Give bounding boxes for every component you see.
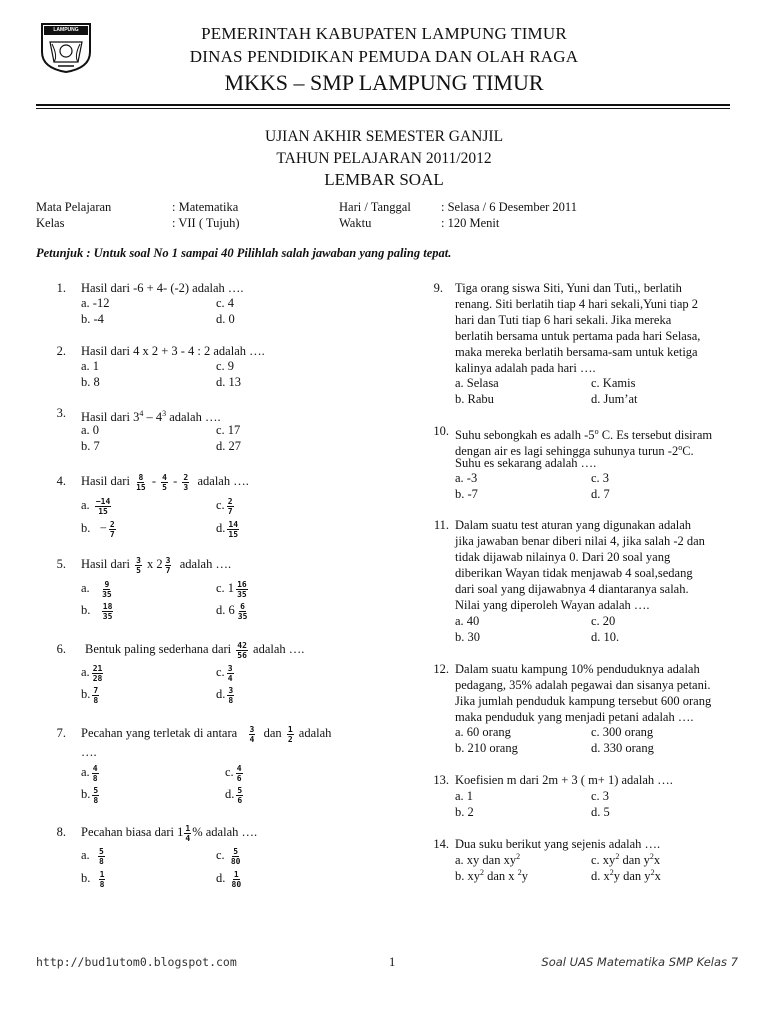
option-d: d. Jum’at <box>591 392 638 406</box>
question-line: tidak dijawab nilainya 0. Dari 20 soal yang <box>455 550 671 564</box>
option-c: c. 9 <box>216 359 235 373</box>
question-text: Hasil dari $\frac{8}{15}$ - $\frac{4}{5}$ - $\frac{2}{3}$ adalah …. <box>81 472 249 492</box>
option-a: a. 0 <box>81 423 100 437</box>
option-c: c. 3 <box>591 471 610 485</box>
question-continuation: …. <box>81 745 97 759</box>
option-b: b. $\frac{5}{8}$ <box>81 785 99 805</box>
question-text: Bentuk paling sederhana dari $\frac{42}{56}$ adalah …. <box>85 640 305 660</box>
option-a: a. $\frac{4}{8}$ <box>81 763 98 783</box>
option-b: b. Rabu <box>455 392 494 406</box>
option-b: b. 2 <box>455 805 474 819</box>
subject-label: Mata Pelajaran <box>36 200 112 214</box>
option-a: a. 1 <box>81 359 100 373</box>
option-a: a. -3 <box>455 471 478 485</box>
footer-blog-link[interactable]: http://bud1utom0.blogspot.com <box>36 955 237 969</box>
footer-title: Soal UAS Matematika SMP Kelas 7 <box>541 955 738 969</box>
exam-year: TAHUN PELAJARAN 2011/2012 <box>276 150 492 167</box>
question-number: 11. <box>433 518 449 532</box>
option-b: b. 30 <box>455 630 480 644</box>
option-b: b. $\frac{1}{8}$ <box>81 869 105 889</box>
option-c: c. $\frac{5}{80}$ <box>216 846 241 866</box>
option-c: c. 300 orang <box>591 725 654 739</box>
option-d: d. $x^2y$ dan $y^2x$ <box>591 868 661 884</box>
day-value: : Selasa / 6 Desember 2011 <box>441 200 577 214</box>
option-d: d. 27 <box>216 439 241 453</box>
option-c: c. 20 <box>591 614 616 628</box>
question-text: Hasil dari $\frac{3}{5}$ x 2 $\frac{3}{7}$ adalah …. <box>81 555 232 575</box>
question-line: Dalam suatu kampung 10% penduduknya adalah <box>455 662 700 676</box>
option-c: c. $\frac{3}{4}$ <box>216 663 233 683</box>
fraction: $\frac{4}{5}$ <box>162 472 167 492</box>
header-rule-thick <box>36 104 730 106</box>
question-line: Jika jumlah penduduk kampung tersebut 600 orang <box>455 694 712 708</box>
option-d: d. 10. <box>591 630 620 644</box>
option-d: d. 0 <box>216 312 235 326</box>
question-number: 7. <box>56 726 66 740</box>
time-value: : 120 Menit <box>441 216 500 230</box>
option-d: d. 6 $\frac{6}{35}$ <box>216 601 248 621</box>
question-line: Nilai yang diperoleh Wayan adalah …. <box>455 598 650 612</box>
header-line-1: PEMERINTAH KABUPATEN LAMPUNG TIMUR <box>201 24 567 43</box>
question-text: Dua suku berikut yang sejenis adalah …. <box>455 837 661 851</box>
question-number: 13. <box>433 773 449 787</box>
option-b: b. − $\frac{2}{7}$ <box>81 519 115 539</box>
fraction: $\frac{2}{3}$ <box>183 472 189 492</box>
question-number: 6. <box>56 642 66 656</box>
question-line: maka mereka berlatih bersama-sam untuk ketiga <box>455 345 698 359</box>
question-number: 8. <box>56 825 66 839</box>
option-a: a. 1 <box>455 789 474 803</box>
time-label: Waktu <box>339 216 372 230</box>
question-text: Pecahan biasa dari 1 $\frac{1}{4}$ % adalah …. <box>81 823 258 843</box>
day-label: Hari / Tanggal <box>339 200 411 214</box>
question-line: maka penduduk yang menjadi petani adalah …. <box>455 710 694 724</box>
question-number: 2. <box>56 344 66 358</box>
option-b: b. $\frac{18}{35}$ <box>81 601 113 621</box>
option-d: d. $\frac{1}{80}$ <box>216 869 242 889</box>
header-line-3: MKKS – SMP LAMPUNG TIMUR <box>224 70 544 95</box>
question-number: 14. <box>433 837 449 851</box>
option-b: b. -4 <box>81 312 104 326</box>
instruction: Petunjuk : Untuk soal No 1 sampai 40 Pilihlah salah jawaban yang paling tepat. <box>36 246 452 260</box>
logo-text: LAMPUNG TIMUR <box>53 27 79 42</box>
option-c: c. 3 <box>591 789 610 803</box>
option-b: b. 210 orang <box>455 741 518 755</box>
page-number: 1 <box>389 955 396 969</box>
option-c: c. 4 <box>216 296 235 310</box>
option-b: b. $\frac{7}{8}$ <box>81 685 99 705</box>
option-a: a. -12 <box>81 296 110 310</box>
option-c: c. $xy^2$ dan $y^2x$ <box>591 852 661 868</box>
option-b: b. $xy^2$ dan x $^2$y <box>455 868 528 884</box>
option-a: a. Selasa <box>455 376 499 390</box>
option-a: a. 40 <box>455 614 480 628</box>
question-line: pedagang, 35% adalah pegawai dan sisanya petani. <box>455 678 711 692</box>
option-d: d. 5 <box>591 805 610 819</box>
question-number: 12. <box>433 662 449 676</box>
option-b: b. 7 <box>81 439 100 453</box>
option-d: d. $\frac{14}{15}$ <box>216 519 239 539</box>
question-number: 9. <box>433 281 443 295</box>
option-b: b. -7 <box>455 487 478 501</box>
fraction: $\frac{8}{15}$ <box>136 472 146 492</box>
option-a: a. $\frac{-14}{15}$ <box>81 496 111 516</box>
question-text: Hasil dari $3^4 - 4^3$ adalah …. <box>81 409 221 425</box>
question-number: 10. <box>433 424 449 438</box>
exam-title: UJIAN AKHIR SEMESTER GANJIL <box>264 128 504 145</box>
question-number: 1. <box>56 281 66 295</box>
class-value: : VII ( Tujuh) <box>172 216 240 230</box>
question-line: kalinya adalah pada hari …. <box>455 361 596 375</box>
option-a: a. $\frac{9}{35}$ <box>81 579 112 599</box>
option-b: b. 8 <box>81 375 100 389</box>
question-line: renang. Siti berlatih tiap 4 hari sekali,Yuni tiap 2 <box>455 297 698 311</box>
option-c: c. 1 $\frac{16}{35}$ <box>216 579 247 599</box>
question-line: dengan air es lagi sehingga suhunya turun -2$^o$C. <box>455 443 694 459</box>
question-line: Tiga orang siswa Siti, Yuni dan Tuti,, berlatih <box>455 281 682 295</box>
question-text: Hasil dari 4 x 2 + 3 - 4 : 2 adalah …. <box>81 344 265 358</box>
question-line: berlatih bersama untuk pertama pada hari Selasa, <box>455 329 701 343</box>
question-number: 4. <box>56 474 66 488</box>
question-line: dari soal yang dijawabnya 4 diantaranya salah. <box>455 582 689 596</box>
question-number: 3. <box>56 406 66 420</box>
question-line: Suhu es sekarang adalah …. <box>455 456 597 470</box>
question-line: diberikan Wayan tidak menjawab 4 soal,sedang <box>455 566 693 580</box>
subject-value: : Matematika <box>172 200 239 214</box>
question-number: 5. <box>56 557 66 571</box>
question-line: jika jawaban benar diberi nilai 4, jika salah -2 dan <box>455 534 705 548</box>
question-text: Hasil dari -6 + 4- (-2) adalah …. <box>81 281 244 295</box>
option-d: d. 7 <box>591 487 610 501</box>
question-text: Koefisien m dari 2m + 3 ( m+ 1) adalah …. <box>455 773 673 787</box>
option-d: d. $\frac{3}{8}$ <box>216 685 234 705</box>
header-rule-thin <box>36 108 730 109</box>
option-d: d. 13 <box>216 375 241 389</box>
option-c: c. $\frac{2}{7}$ <box>216 496 233 516</box>
question-text: Pecahan yang terletak di antara $\frac{3}{4}$ dan $\frac{1}{2}$ adalah <box>81 724 332 744</box>
option-a: a. 60 orang <box>455 725 511 739</box>
option-c: c. 17 <box>216 423 241 437</box>
option-a: a. xy dan $xy^2$ <box>455 852 521 868</box>
question-line: Dalam suatu test aturan yang digunakan adalah <box>455 518 692 532</box>
question-line: hari dan Tuti tiap 6 hari sekali. Jika mereka <box>455 313 672 327</box>
option-c: c. Kamis <box>591 376 636 390</box>
header-line-2: DINAS PENDIDIKAN PEMUDA DAN OLAH RAGA <box>189 47 579 66</box>
exam-sheet-title: LEMBAR SOAL <box>324 170 444 189</box>
option-d: d. $\frac{5}{6}$ <box>225 785 243 805</box>
option-d: d. 330 orang <box>591 741 654 755</box>
question-line: Suhu sebongkah es adalh -5$^o$ C. Es tersebut disiram <box>455 427 713 443</box>
option-c: c. $\frac{4}{6}$ <box>225 763 242 783</box>
option-a: a. $\frac{5}{8}$ <box>81 846 104 866</box>
option-a: a. $\frac{21}{28}$ <box>81 663 103 683</box>
class-label: Kelas <box>36 216 65 230</box>
